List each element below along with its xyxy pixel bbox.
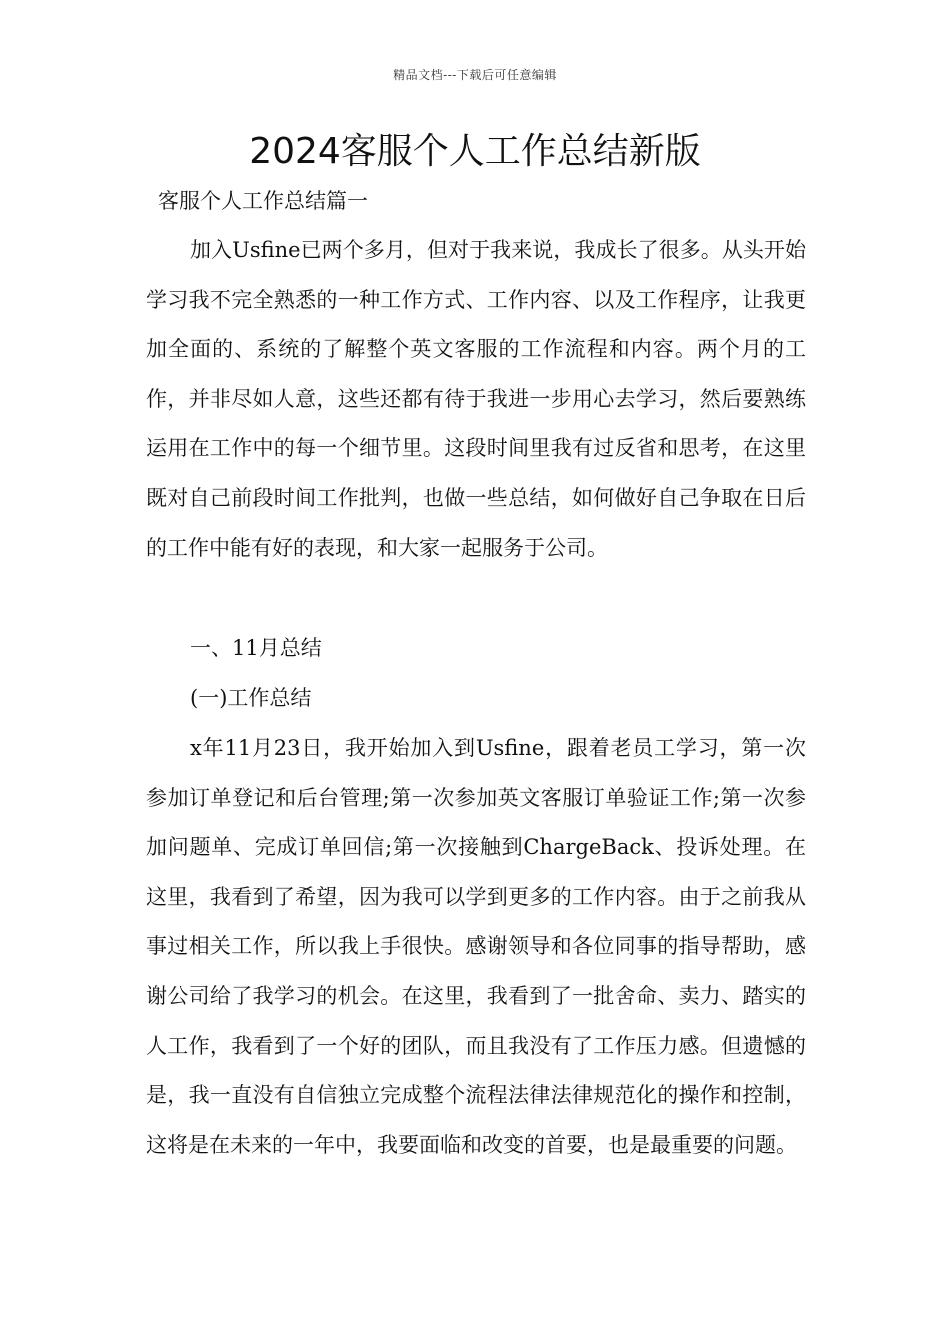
section-heading: 客服个人工作总结篇一 — [158, 189, 368, 213]
document-title: 2024客服个人工作总结新版 — [249, 131, 701, 172]
subheading-work-summary: (一)工作总结 — [190, 686, 312, 710]
subheading-november-summary: 一、11月总结 — [190, 636, 322, 660]
body-paragraph-1: 加入Usfine已两个多月，但对于我来说，我成长了很多。从头开始学习我不完全熟悉的一种工作方式、工作内容、以及工作程序，让我更加全面的、系统的了解整个英文客服的工作流程和内容。两个月的工作，并非尽如人意，这些还都有待于我进一步用心去学习，然后要熟练运用在工作中的每一个细节里。这段时间里我有过反省和思考，在这里既对自己前段时间工作批判，也做一些总结，如何做好自己争取在日后的工作中能有好的表现，和大家一起服务于公司。 — [146, 238, 806, 560]
page-header-watermark: 精品文档---下载后可任意编辑 — [393, 68, 557, 82]
body-paragraph-2: x年11月23日，我开始加入到Usfine，跟着老员工学习，第一次参加订单登记和后台管理;第一次参加英文客服订单验证工作;第一次参加问题单、完成订单回信;第一次接触到ChargeBack、投诉处理。在这里，我看到了希望，因为我可以学到更多的工作内容。由于之前我从事过相关工作，所以我上手很快。感谢领导和各位同事的指导帮助，感谢公司给了我学习的机会。在这里，我看到了一批舍命、卖力、踏实的人工作，我看到了一个好的团队，而且我没有了工作压力感。但遗憾的是，我一直没有自信独立完成整个流程法律法律规范化的操作和控制，这将是在未来的一年中，我要面临和改变的首要，也是最重要的问题。 — [146, 736, 806, 1157]
